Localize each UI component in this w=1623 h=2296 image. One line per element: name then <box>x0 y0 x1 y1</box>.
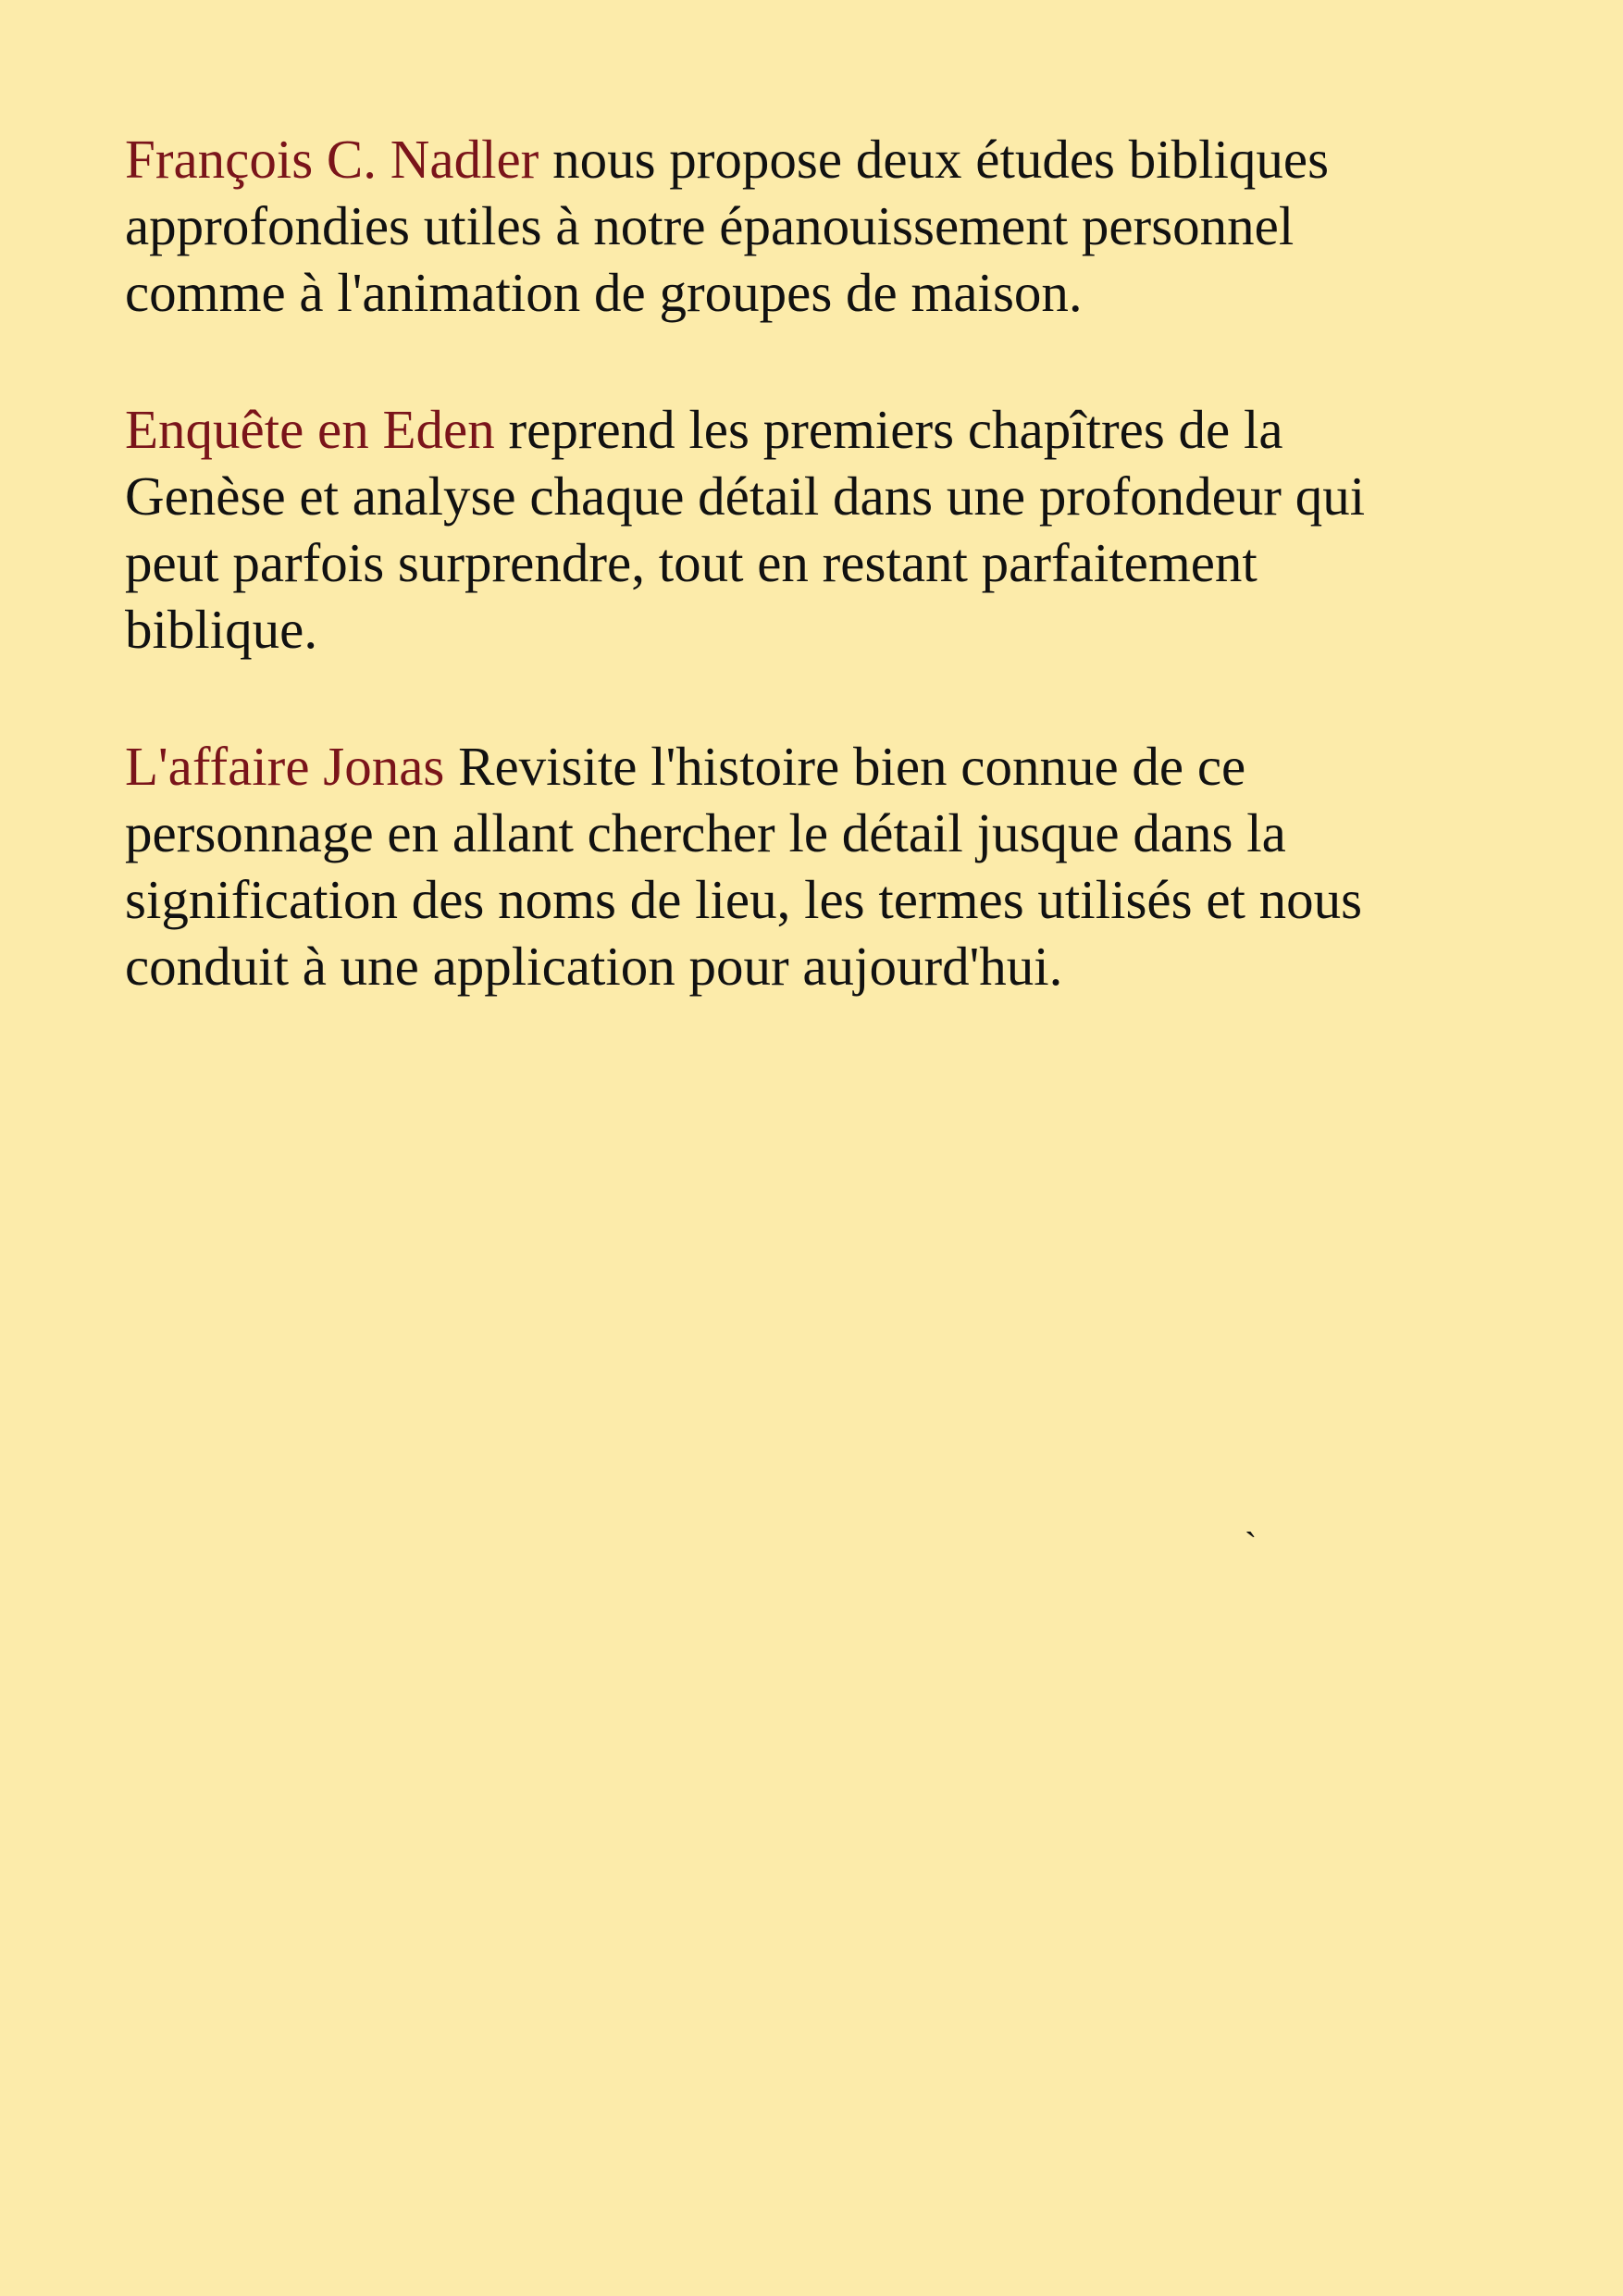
paragraph-eden <box>125 396 1513 663</box>
paragraph-author <box>125 126 1513 326</box>
paragraph-jonas-text: Revisite l'histoire bien connue de ce personnage en allant chercher le détail jusque dans la signification des noms de lieu, les termes utilisés et nous conduit à une application pour aujourd'hui. <box>125 736 1363 997</box>
author-name: François C. Nadler <box>125 129 539 190</box>
paragraph-jonas <box>125 733 1513 999</box>
stray-mark: ` <box>1245 1524 1258 1566</box>
book-title-jonas: L'affaire Jonas <box>125 736 445 797</box>
paragraph-eden-text: reprend les premiers chapîtres de la Genèse et analyse chaque détail dans une profondeur qui peut parfois surprendre, tout en restant parfaitement biblique. <box>125 399 1366 660</box>
description-text <box>125 126 1513 1070</box>
paragraph-author-text: nous propose deux études bibliques approfondies utiles à notre épanouissement personnel comme à l'animation de groupes de maison. <box>125 129 1330 323</box>
book-title-eden: Enquête en Eden <box>125 399 495 460</box>
